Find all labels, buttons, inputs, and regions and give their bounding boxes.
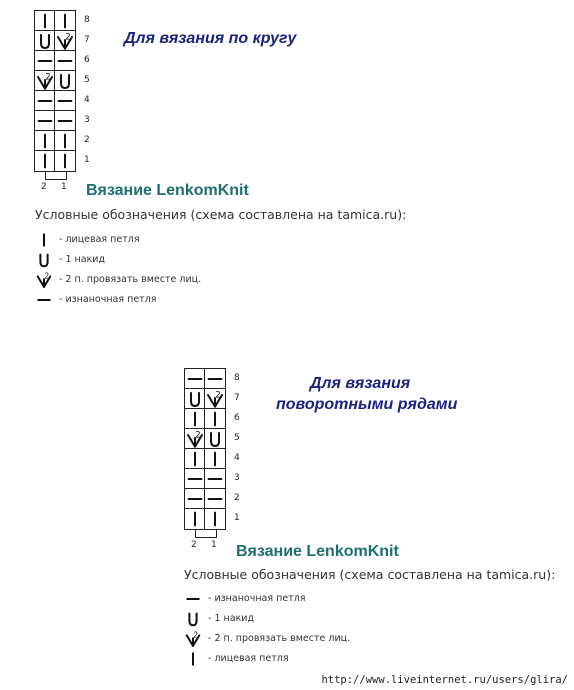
purl-stitch-icon [55, 91, 75, 111]
purl-stitch-icon [55, 51, 75, 71]
svg-text:2: 2 [65, 31, 71, 42]
heading-turned-line1: Для вязания [310, 375, 411, 392]
knit-stitch-icon [185, 449, 205, 469]
column-number: 2 [41, 182, 47, 192]
purl-stitch-icon [35, 291, 53, 314]
legend-text: - лицевая петля [208, 653, 289, 664]
chart-bracket [45, 172, 67, 180]
row-number: 2 [234, 493, 240, 503]
row-number: 2 [84, 135, 90, 145]
purl-stitch-icon [35, 111, 55, 131]
k2tog-icon [35, 71, 55, 91]
legend-text: - 1 накид [59, 254, 106, 265]
purl-stitch-icon [185, 369, 205, 389]
row-number: 1 [234, 513, 240, 523]
purl-stitch-icon [35, 91, 55, 111]
row-number: 4 [234, 453, 240, 463]
knit-stitch-icon [205, 449, 225, 469]
row-number: 1 [84, 155, 90, 165]
svg-text:2: 2 [215, 389, 221, 400]
row-number: 8 [84, 15, 90, 25]
legend-text: - изнаночная петля [59, 294, 157, 305]
row-number: 6 [84, 55, 90, 65]
purl-stitch-icon [55, 111, 75, 131]
knit-stitch-icon [35, 11, 55, 31]
knit-stitch-icon [205, 509, 225, 529]
knit-stitch-icon [55, 11, 75, 31]
row-number: 5 [84, 75, 90, 85]
heading-round: Для вязания по кругу [124, 30, 297, 47]
row-number: 3 [234, 473, 240, 483]
legend-text: - 2 п. провязать вместе лиц. [208, 633, 351, 644]
knit-stitch-icon [55, 151, 75, 171]
k2tog-icon [205, 389, 225, 409]
purl-stitch-icon [205, 469, 225, 489]
row-number: 5 [234, 433, 240, 443]
watermark-url: http://www.liveinternet.ru/users/glira/ [321, 674, 568, 686]
row-number: 3 [84, 115, 90, 125]
yarn-over-icon [205, 429, 225, 449]
purl-stitch-icon [205, 369, 225, 389]
row-number: 4 [84, 95, 90, 105]
purl-stitch-icon [35, 51, 55, 71]
heading-turned-line2: поворотными рядами [276, 396, 458, 413]
yarn-over-icon [185, 389, 205, 409]
legend-title: Условные обозначения (схема составлена на tamica.ru): [35, 207, 407, 222]
knit-stitch-icon [35, 131, 55, 151]
knit-stitch-icon [185, 509, 205, 529]
knit-stitch-icon [35, 151, 55, 171]
svg-text:2: 2 [45, 71, 51, 82]
legend-text: - 1 накид [208, 613, 255, 624]
yarn-over-icon [55, 71, 75, 91]
legend-text: - 2 п. провязать вместе лиц. [59, 274, 202, 285]
column-number: 2 [191, 540, 197, 550]
chart-bracket [195, 530, 217, 538]
svg-text:2: 2 [193, 630, 199, 640]
knit-stitch-icon [185, 409, 205, 429]
legend-text: - изнаночная петля [208, 593, 306, 604]
row-number: 6 [234, 413, 240, 423]
k2tog-icon [185, 429, 205, 449]
purl-stitch-icon [185, 489, 205, 509]
legend-title: Условные обозначения (схема составлена на tamica.ru): [184, 567, 556, 582]
svg-text:2: 2 [195, 429, 201, 440]
yarn-over-icon [35, 31, 55, 51]
knit-stitch-icon [205, 409, 225, 429]
column-number: 1 [61, 182, 67, 192]
knit-stitch-icon [55, 131, 75, 151]
row-number: 8 [234, 373, 240, 383]
knit-stitch-icon [184, 650, 202, 673]
k2tog-icon [55, 31, 75, 51]
column-number: 1 [211, 540, 217, 550]
purl-stitch-icon [185, 469, 205, 489]
legend-text: - лицевая петля [59, 234, 140, 245]
row-number: 7 [234, 393, 240, 403]
brand-title: Вязание LenkomKnit [236, 543, 399, 560]
row-number: 7 [84, 35, 90, 45]
purl-stitch-icon [205, 489, 225, 509]
svg-text:2: 2 [44, 271, 50, 281]
brand-title: Вязание LenkomKnit [86, 182, 249, 199]
